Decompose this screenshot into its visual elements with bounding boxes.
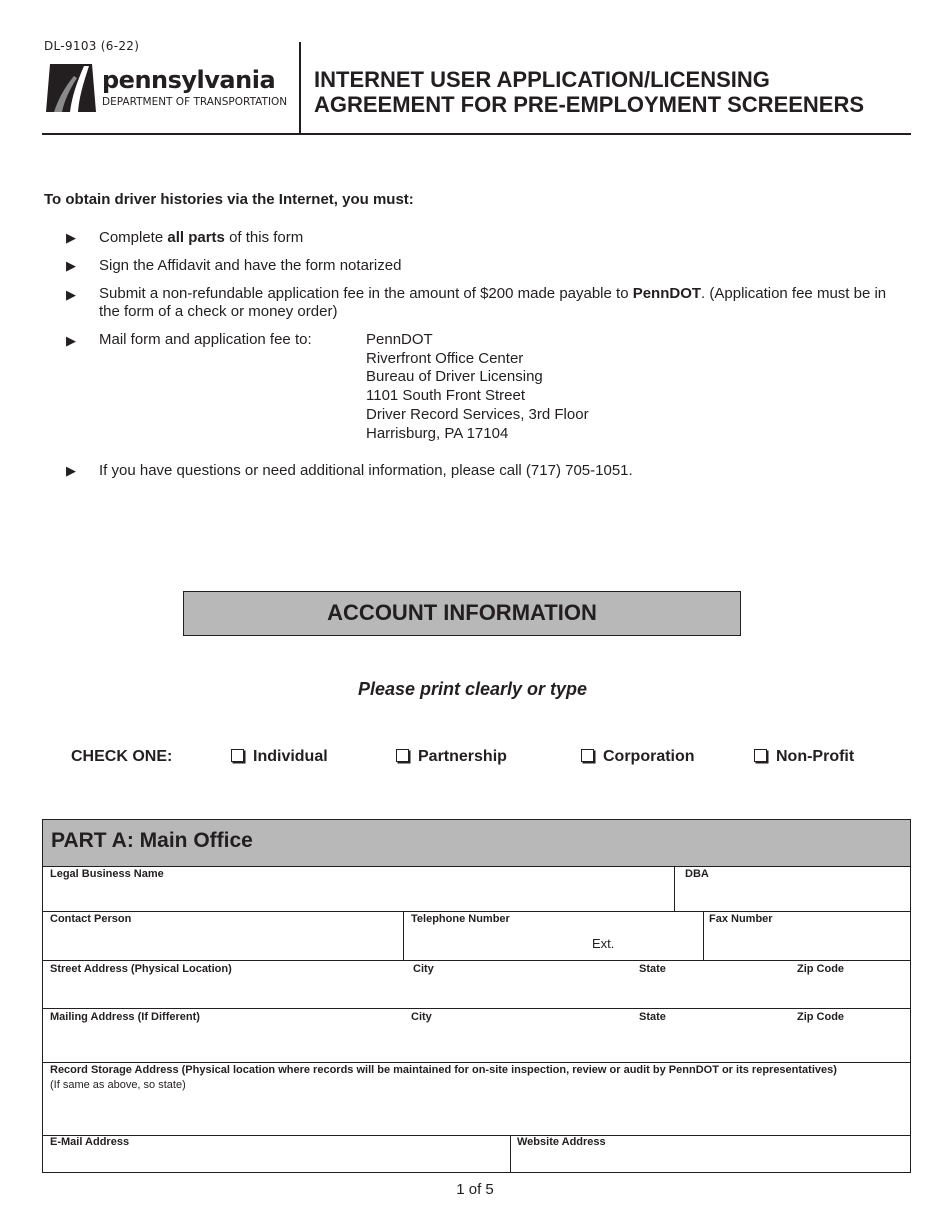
address-line: Bureau of Driver Licensing: [366, 368, 543, 386]
street-address-label: Street Address (Physical Location): [50, 963, 232, 975]
record-storage-label: Record Storage Address (Physical location where records will be maintained for on-site inspection, review or audit by PennDOT or its representatives): [50, 1064, 837, 1076]
bullet-arrow-icon: ▶: [66, 230, 76, 245]
option-non-profit[interactable]: Non-Profit: [754, 748, 854, 766]
instruction-sign-affidavit: Sign the Affidavit and have the form notarized: [99, 257, 402, 274]
contact-person-label: Contact Person: [50, 913, 132, 925]
address-line: Driver Record Services, 3rd Floor: [366, 405, 589, 423]
keystone-icon: [44, 62, 98, 114]
record-storage-note: (If same as above, so state): [50, 1079, 186, 1091]
account-information-header: ACCOUNT INFORMATION: [183, 591, 741, 636]
address-line: Harrisburg, PA 17104: [366, 424, 509, 442]
penndot-logo: [44, 62, 294, 116]
part-a-main-office: [42, 819, 911, 1173]
bullet-arrow-icon: ▶: [66, 258, 76, 273]
website-address-label: Website Address: [517, 1136, 606, 1148]
checkbox-partnership[interactable]: [396, 749, 409, 762]
zip-code-label: Zip Code: [797, 963, 845, 975]
email-address-label: E-Mail Address: [50, 1136, 130, 1148]
option-partnership[interactable]: Partnership: [396, 748, 507, 766]
page-number: 1 of 5: [456, 1181, 494, 1198]
mailing-zip-code-label: Zip Code: [797, 1011, 845, 1023]
logo-state-name: pennsylvania: [102, 66, 276, 94]
bullet-arrow-icon: ▶: [66, 333, 76, 348]
instruction-contact-phone: If you have questions or need additional information, please call (717) 705-1051.: [99, 462, 633, 479]
header-horizontal-divider: [42, 133, 911, 135]
instruction-submit-fee: Submit a non-refundable application fee in the amount of $200 made payable to PennDOT. (Application fee must be in the form of a check or money order): [99, 285, 887, 320]
mailing-city-label: City: [411, 1011, 432, 1023]
bullet-arrow-icon: ▶: [66, 463, 76, 478]
fax-number-label: Fax Number: [709, 913, 773, 925]
city-label: City: [413, 963, 434, 975]
header-vertical-divider: [299, 42, 301, 135]
instruction-mail-form: Mail form and application fee to:: [99, 331, 312, 348]
mailing-address-label: Mailing Address (If Different): [50, 1011, 200, 1023]
bullet-arrow-icon: ▶: [66, 287, 76, 302]
checkbox-corporation[interactable]: [581, 749, 594, 762]
instructions-intro: To obtain driver histories via the Internet, you must:: [44, 191, 414, 208]
option-corporation[interactable]: Corporation: [581, 748, 695, 766]
page-title: [314, 67, 864, 117]
telephone-number-label: Telephone Number: [411, 913, 510, 925]
title-line-1: INTERNET USER APPLICATION/LICENSING: [314, 67, 770, 92]
part-a-title: PART A: Main Office: [51, 829, 253, 852]
form-id: DL-9103 (6-22): [44, 39, 140, 53]
dba-field[interactable]: [675, 867, 910, 911]
checkbox-individual[interactable]: [231, 749, 244, 762]
mailing-state-label: State: [639, 1011, 666, 1023]
mailing-address-block: [366, 331, 589, 443]
address-line: PennDOT: [366, 331, 433, 348]
state-label: State: [639, 963, 666, 975]
legal-business-name-label: Legal Business Name: [50, 868, 164, 880]
dba-label: DBA: [685, 868, 709, 880]
address-line: 1101 South Front Street: [366, 387, 525, 405]
checkbox-non-profit[interactable]: [754, 749, 767, 762]
print-clearly-note: Please print clearly or type: [357, 679, 588, 699]
check-one-label: CHECK ONE:: [71, 748, 173, 765]
extension-label: Ext.: [592, 936, 615, 951]
instruction-complete-form: Complete all parts of this form: [99, 229, 304, 246]
option-individual[interactable]: Individual: [231, 748, 328, 766]
title-line-2: AGREEMENT FOR PRE-EMPLOYMENT SCREENERS: [314, 92, 865, 117]
address-line: Riverfront Office Center: [366, 349, 524, 367]
part-a-header: [43, 820, 910, 867]
logo-department: DEPARTMENT OF TRANSPORTATION: [102, 96, 288, 108]
